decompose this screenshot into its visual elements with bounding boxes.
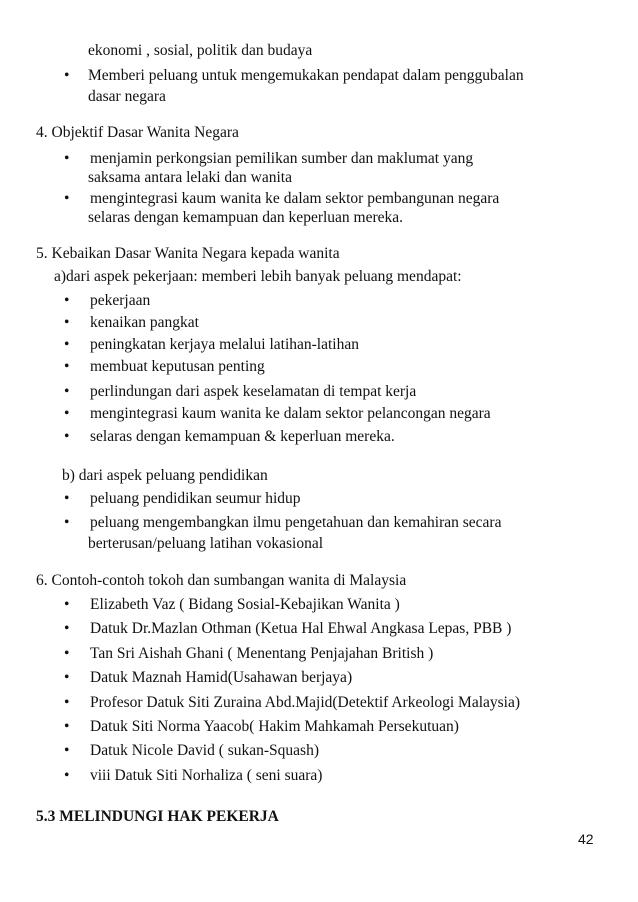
bullet-icon: • (64, 383, 70, 400)
bullet-icon: • (64, 742, 70, 759)
bullet-icon: • (64, 314, 70, 331)
bullet-icon: • (64, 358, 70, 375)
list-item-continuation: saksama antara lelaki dan wanita (88, 169, 292, 186)
list-item: perlindungan dari aspek keselamatan di tempat kerja (90, 383, 417, 400)
section-4-heading: 4. Objektif Dasar Wanita Negara (36, 124, 239, 141)
list-item: Tan Sri Aishah Ghani ( Menentang Penjajahan British ) (90, 645, 434, 662)
section-5-heading: 5. Kebaikan Dasar Wanita Negara kepada wanita (36, 245, 340, 262)
list-item: peluang mengembangkan ilmu pengetahuan dan kemahiran secara (90, 514, 502, 531)
list-item: Datuk Nicole David ( sukan-Squash) (90, 742, 320, 759)
bullet-icon: • (64, 596, 70, 613)
list-item: mengintegrasi kaum wanita ke dalam sektor pelancongan negara (90, 405, 491, 422)
list-item-continuation: dasar negara (88, 88, 166, 105)
list-item: Datuk Dr.Mazlan Othman (Ketua Hal Ehwal Angkasa Lepas, PBB ) (90, 620, 512, 637)
bullet-icon: • (64, 428, 70, 445)
bullet-icon: • (64, 336, 70, 353)
page-number: 42 (578, 831, 594, 847)
bullet-icon: • (64, 645, 70, 662)
bullet-icon: • (64, 190, 70, 207)
list-item: viii Datuk Siti Norhaliza ( seni suara) (90, 767, 323, 784)
list-item: Datuk Siti Norma Yaacob( Hakim Mahkamah Persekutuan) (90, 718, 459, 735)
bullet-icon: • (64, 292, 70, 309)
list-item: mengintegrasi kaum wanita ke dalam sektor pembangunan negara (90, 190, 500, 207)
bullet-icon: • (64, 150, 70, 167)
list-item: Elizabeth Vaz ( Bidang Sosial-Kebajikan Wanita ) (90, 596, 400, 613)
list-item: menjamin perkongsian pemilikan sumber dan maklumat yang (90, 150, 474, 167)
list-item: pekerjaan (90, 292, 151, 309)
section-title: 5.3 MELINDUNGI HAK PEKERJA (36, 808, 279, 825)
bullet-icon: • (64, 490, 70, 507)
list-item-continuation: berterusan/peluang latihan vokasional (88, 535, 324, 552)
list-item: selaras dengan kemampuan & keperluan mereka. (90, 428, 395, 445)
list-item: kenaikan pangkat (90, 314, 199, 331)
list-item-continuation: selaras dengan kemampuan dan keperluan mereka. (88, 209, 404, 226)
bullet-icon: • (64, 405, 70, 422)
bullet-icon: • (64, 67, 70, 84)
bullet-icon: • (64, 514, 70, 531)
list-item: peningkatan kerjaya melalui latihan-latihan (90, 336, 359, 353)
list-item: Memberi peluang untuk mengemukakan pendapat dalam penggubalan (88, 67, 524, 84)
subsection-a: a)dari aspek pekerjaan: memberi lebih banyak peluang mendapat: (54, 268, 462, 285)
bullet-icon: • (64, 669, 70, 686)
list-item: Profesor Datuk Siti Zuraina Abd.Majid(Detektif Arkeologi Malaysia) (90, 694, 521, 711)
section-6-heading: 6. Contoh-contoh tokoh dan sumbangan wanita di Malaysia (36, 572, 407, 589)
bullet-icon: • (64, 718, 70, 735)
list-item: peluang pendidikan seumur hidup (90, 490, 301, 507)
bullet-icon: • (64, 620, 70, 637)
intro-continuation: ekonomi , sosial, politik dan budaya (88, 42, 313, 59)
list-item: Datuk Maznah Hamid(Usahawan berjaya) (90, 669, 353, 686)
bullet-icon: • (64, 694, 70, 711)
bullet-icon: • (64, 767, 70, 784)
subsection-b: b) dari aspek peluang pendidikan (62, 467, 268, 484)
list-item: membuat keputusan penting (90, 358, 265, 375)
